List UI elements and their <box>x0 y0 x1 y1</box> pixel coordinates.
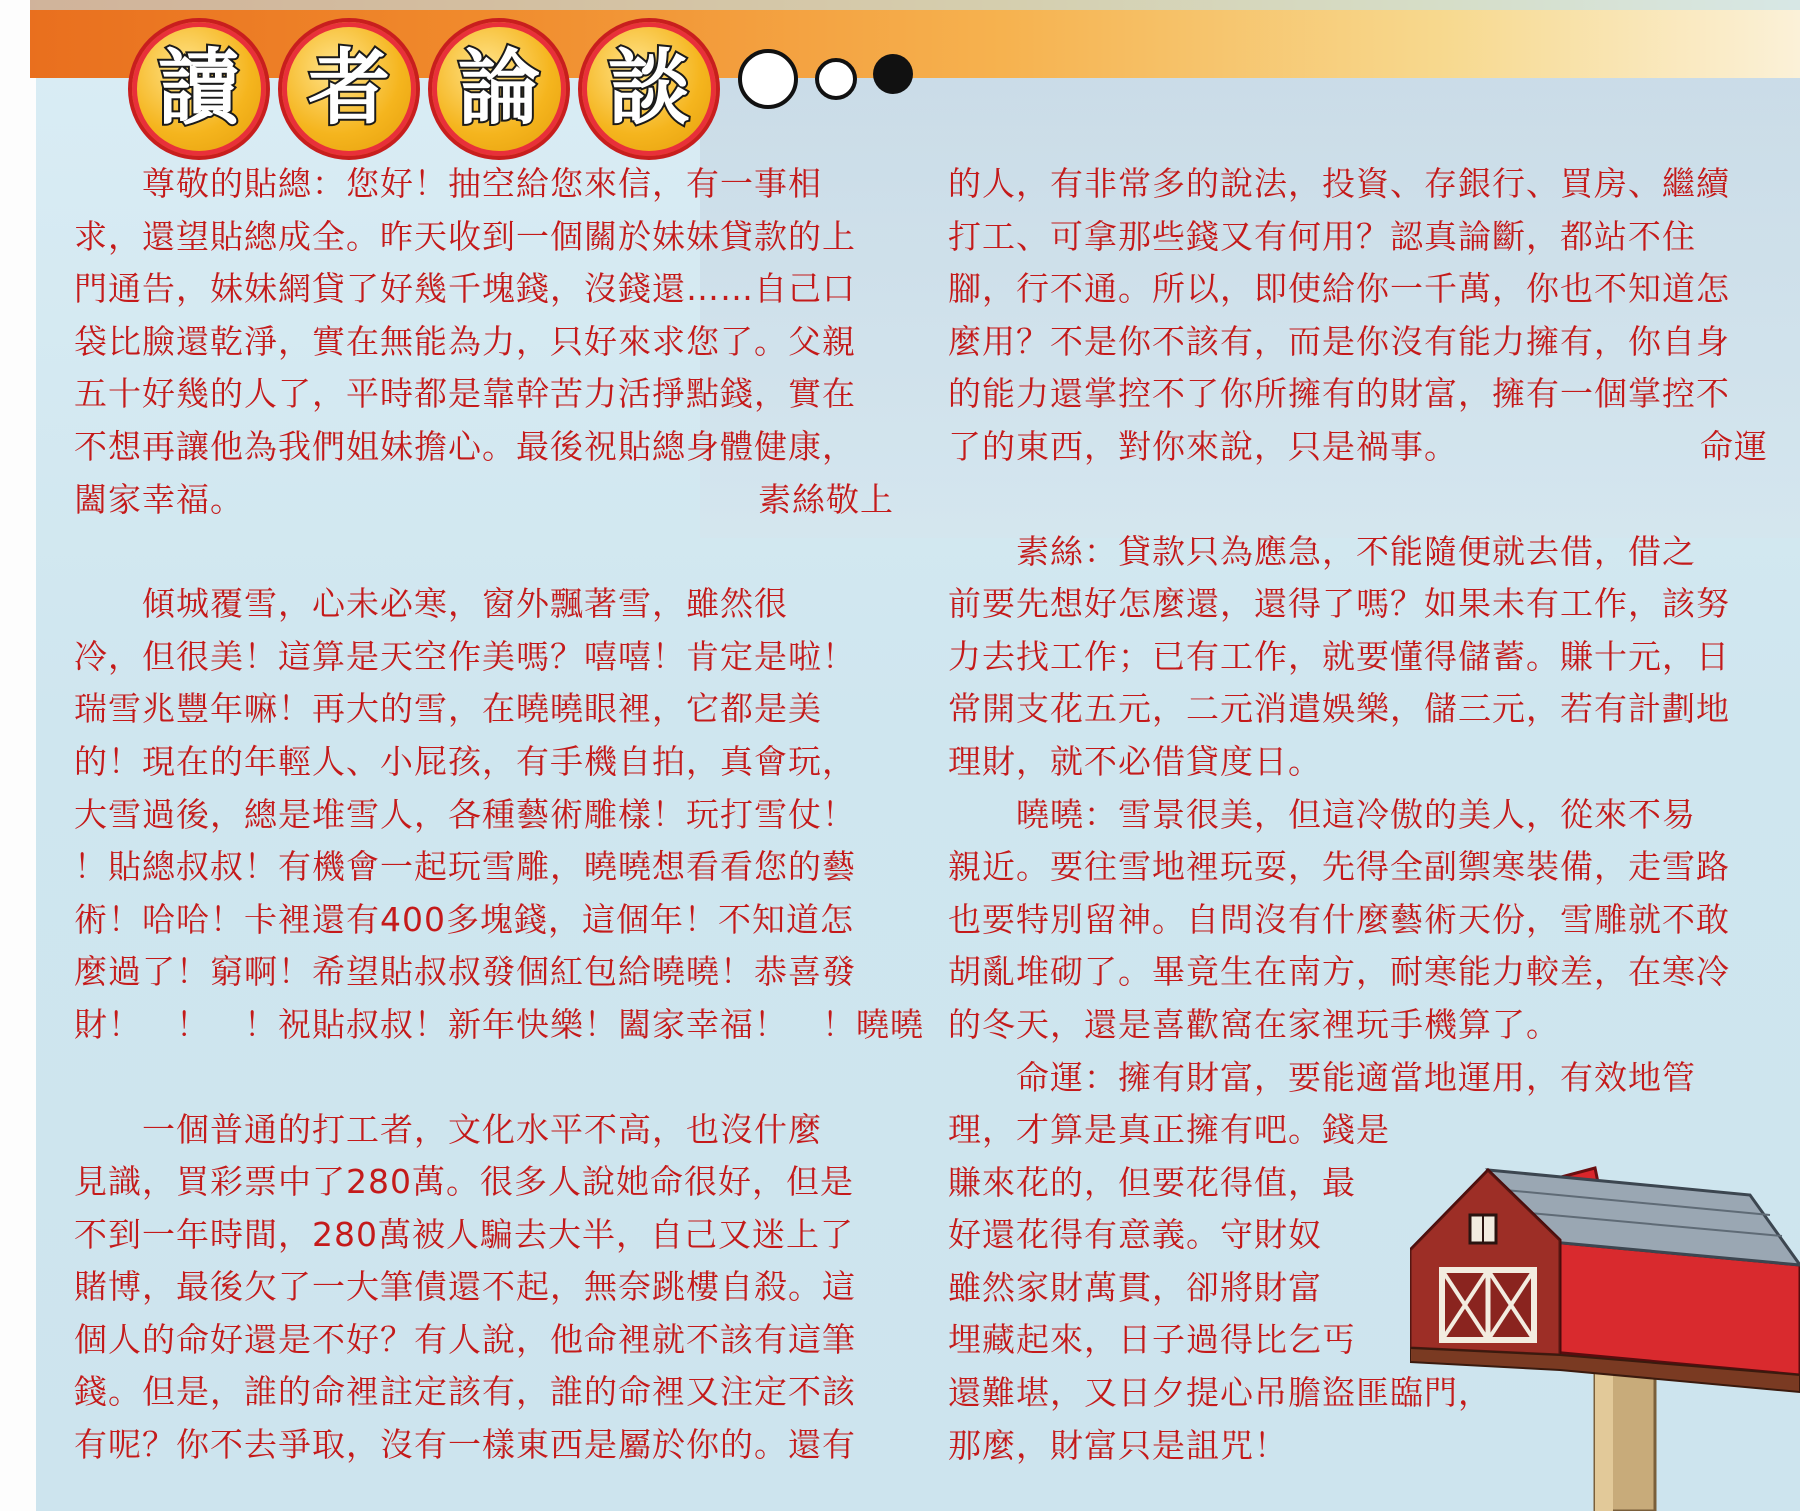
reply-suwu <box>948 526 1768 789</box>
text-line: 打工、可拿那些錢又有何用？認真論斷，都站不住 <box>948 216 1696 256</box>
white-circle-icon <box>738 49 798 109</box>
text-line: 麼過了！窮啊！希望貼叔叔發個紅包給曉曉！恭喜發 <box>74 952 856 992</box>
text-line: 一個普通的打工者，文化水平不高，也沒什麼 <box>74 1109 822 1149</box>
text-line: 傾城覆雪，心未必寒，窗外飄著雪，雖然很 <box>74 584 788 624</box>
text-line: 力去找工作；已有工作，就要懂得儲蓄。賺十元，日 <box>948 636 1730 676</box>
text-line: 理，才算是真正擁有吧。錢是 <box>948 1110 1390 1150</box>
text-line: 財！ ！ ！祝貼叔叔！新年快樂！闔家幸福！ ！曉曉 <box>74 1004 924 1044</box>
text-line: 錢。但是，誰的命裡註定該有，誰的命裡又注定不該 <box>74 1372 856 1412</box>
text-line: 袋比臉還乾淨，實在無能為力，只好來求您了。父親 <box>74 321 856 361</box>
text-line: 那麼，財富只是詛咒！ <box>948 1425 1288 1465</box>
header-ribbon-edge <box>30 0 1800 10</box>
title-char-bubble <box>578 18 720 160</box>
signature: 素絲敬上 <box>758 479 894 519</box>
title-char-bubble <box>428 18 570 160</box>
text-line: 了的東西，對你來說，只是禍事。 <box>948 426 1458 466</box>
text-line: 前要先想好怎麼還，還得了嗎？如果未有工作，該努 <box>948 584 1730 624</box>
page-title <box>128 18 720 156</box>
text-line: 胡亂堆砌了。畢竟生在南方，耐寒能力較差，在寒冷 <box>948 952 1730 992</box>
text-line: 命運：擁有財富，要能適當地運用，有效地管 <box>948 1057 1696 1097</box>
text-line: 個人的命好還是不好？有人說，他命裡就不該有這筆 <box>74 1319 856 1359</box>
text-line: 還難堪，又日夕提心吊膽盜匪臨門， <box>948 1373 1492 1413</box>
text-line: 有呢？你不去爭取，沒有一樣東西是屬於你的。還有 <box>74 1425 856 1465</box>
text-line: 尊敬的貼總：您好！抽空給您來信，有一事相 <box>74 164 822 203</box>
text-line: 見識，買彩票中了280萬。很多人說她命很好，但是 <box>74 1162 854 1202</box>
text-line: 求，還望貼總成全。昨天收到一個關於妹妹貸款的上 <box>74 216 856 256</box>
text-line: 雖然家財萬貫，卻將財富 <box>948 1267 1322 1307</box>
text-line: 大雪過後，總是堆雪人，各種藝術雕樣！玩打雪仗！ <box>74 794 856 834</box>
letter-xiaoxiao <box>74 578 924 1051</box>
text-line: 賭博，最後欠了一大筆債還不起，無奈跳樓自殺。這 <box>74 1267 856 1307</box>
text-line: 術！哈哈！卡裡還有400多塊錢，這個年！不知道怎 <box>74 899 854 939</box>
text-line: 曉曉：雪景很美，但這冷傲的美人，從來不易 <box>948 794 1696 834</box>
letter-suwu <box>74 158 894 526</box>
text-line: 的！現在的年輕人、小屁孩，有手機自拍，真會玩， <box>74 741 856 781</box>
title-char-bubble <box>278 18 420 160</box>
paragraph-gap <box>74 526 894 578</box>
signature: 命運 <box>1700 426 1768 466</box>
text-line-with-signature <box>948 421 1768 474</box>
text-line: 的人，有非常多的說法，投資、存銀行、買房、繼續 <box>948 164 1730 203</box>
text-line: 賺來花的，但要花得值，最 <box>948 1162 1356 1202</box>
text-line: 好還花得有意義。守財奴 <box>948 1215 1322 1255</box>
text-line: 不到一年時間，280萬被人騙去大半，自己又迷上了 <box>74 1214 854 1254</box>
paragraph-gap <box>74 1052 894 1104</box>
text-line: 常開支花五元，二元消遣娛樂，儲三元，若有計劃地 <box>948 689 1730 729</box>
text-line-with-signature <box>74 474 894 527</box>
text-line: ！貼總叔叔！有機會一起玩雪雕，曉曉想看看您的藝 <box>74 847 856 887</box>
small-white-circle-icon <box>815 58 857 100</box>
letter-mingyun-part1 <box>74 1104 894 1472</box>
text-line: 麼用？不是你不該有，而是你沒有能力擁有，你自身 <box>948 321 1730 361</box>
text-line: 的冬天，還是喜歡窩在家裡玩手機算了。 <box>948 1004 1560 1044</box>
black-circle-icon <box>873 54 913 94</box>
text-line: 理財，就不必借貸度日。 <box>948 741 1322 781</box>
text-line: 門通告，妹妹網貸了好幾千塊錢，沒錢還……自己口 <box>74 269 856 309</box>
title-char: 者 <box>307 41 390 136</box>
text-line: 的能力還掌控不了你所擁有的財富，擁有一個掌控不 <box>948 374 1730 414</box>
text-line: 瑞雪兆豐年嘛！再大的雪，在曉曉眼裡，它都是美 <box>74 689 822 729</box>
title-char: 論 <box>457 41 540 136</box>
text-line: 素絲：貸款只為應急，不能隨便就去借，借之 <box>948 531 1696 571</box>
text-line: 冷，但很美！這算是天空作美嗎？嘻嘻！肯定是啦！ <box>74 636 856 676</box>
text-line: 埋藏起來，日子過得比乞丐 <box>948 1320 1356 1360</box>
left-column <box>74 158 924 1472</box>
text-line: 親近。要往雪地裡玩耍，先得全副禦寒裝備，走雪路 <box>948 847 1730 887</box>
reply-xiaoxiao <box>948 789 1768 1052</box>
text-line: 不想再讓他為我們姐妹擔心。最後祝貼總身體健康， <box>74 426 856 466</box>
paragraph-gap <box>948 474 1768 526</box>
text-line: 五十好幾的人了，平時都是靠幹苦力活掙點錢，實在 <box>74 374 856 414</box>
title-char-bubble <box>128 18 270 160</box>
letter-mingyun-part2 <box>948 158 1768 474</box>
text-line: 腳，行不通。所以，即使給你一千萬，你也不知道怎 <box>948 269 1730 309</box>
red-mailbox-illustration <box>1410 1130 1800 1511</box>
title-char: 談 <box>607 41 690 136</box>
text-line: 闔家幸福。 <box>74 479 244 519</box>
title-char: 讀 <box>157 41 240 136</box>
text-line: 也要特別留神。自問沒有什麼藝術天份，雪雕就不敢 <box>948 899 1730 939</box>
